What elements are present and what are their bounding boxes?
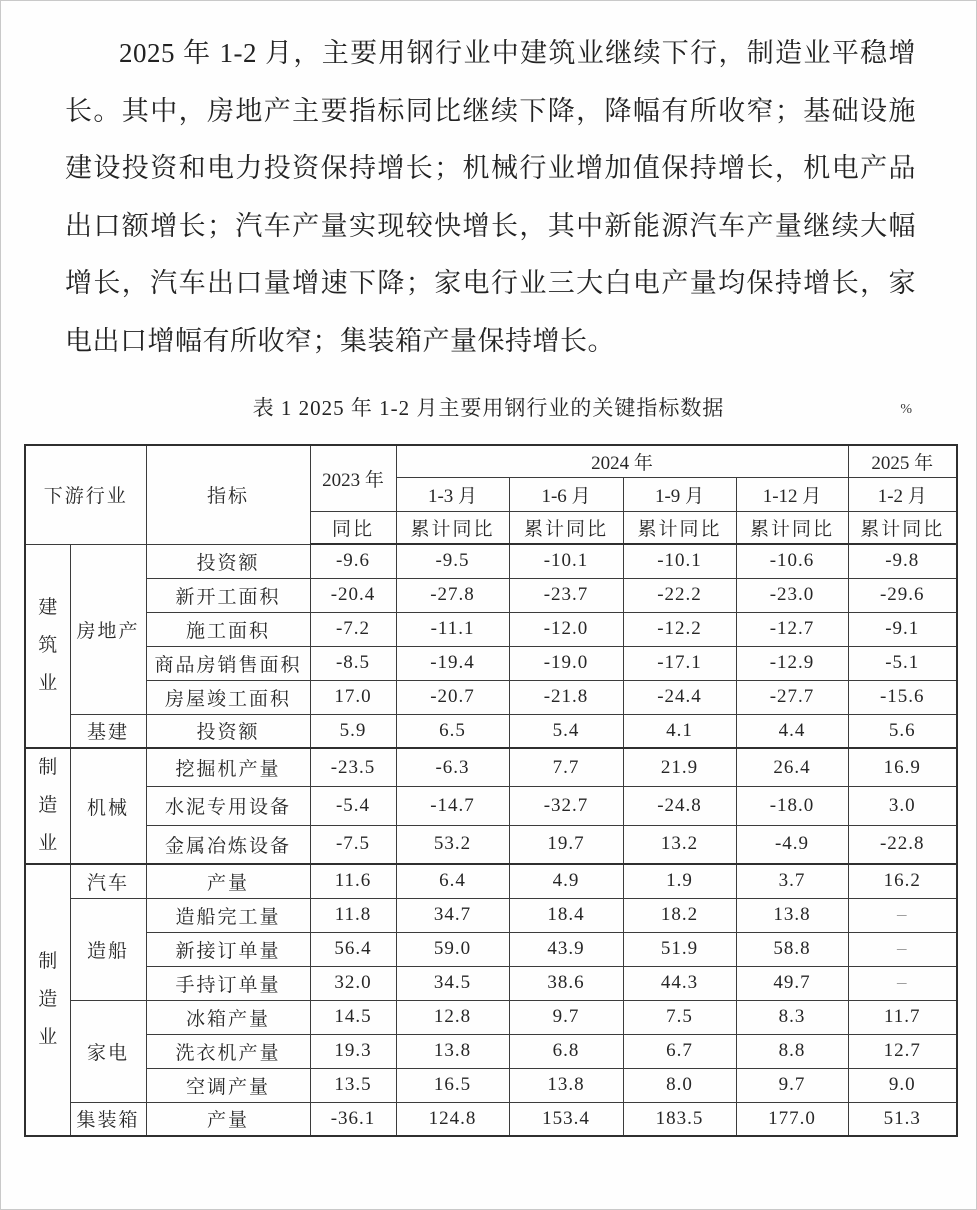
value-cell: -9.1 [848, 612, 957, 646]
industry-subgroup-cell: 汽车 [70, 864, 146, 898]
value-cell: 38.6 [509, 966, 623, 1000]
value-cell: 12.7 [848, 1034, 957, 1068]
industry-subgroup-cell: 机械 [70, 748, 146, 864]
table-row [25, 578, 957, 612]
value-cell: 43.9 [509, 932, 623, 966]
value-cell: -22.2 [623, 578, 736, 612]
value-cell: -10.1 [623, 544, 736, 578]
value-cell: -14.7 [396, 787, 509, 826]
value-cell: 5.4 [509, 714, 623, 748]
summary-paragraph: 2025 年 1-2 月，主要用钢行业中建筑业继续下行，制造业平稳增长。其中，房地产主要指标同比继续下降，降幅有所收窄；基础设施建设投资和电力投资保持增长；机械行业增加值保持增长，机电产品出口额增长；汽车产量实现较快增长，其中新能源汽车产量继续大幅增长，汽车出口量增速下降；家电行业三大白电产量均保持增长，家电出口增幅有所收窄；集装箱产量保持增长。 [65, 38, 916, 356]
unit-percent-label: % [900, 402, 912, 417]
value-cell: – [848, 898, 957, 932]
value-cell: 6.8 [509, 1034, 623, 1068]
value-cell: -22.8 [848, 825, 957, 864]
value-cell: -5.1 [848, 646, 957, 680]
indicator-cell: 产量 [146, 864, 310, 898]
indicator-cell: 新开工面积 [146, 578, 310, 612]
value-cell: – [848, 966, 957, 1000]
table-row [25, 544, 957, 578]
value-cell: -20.7 [396, 680, 509, 714]
indicator-cell: 挖掘机产量 [146, 748, 310, 787]
value-cell: 4.9 [509, 864, 623, 898]
value-cell: 1.9 [623, 864, 736, 898]
table-row [25, 714, 957, 748]
header-cum-yoy: 累计同比 [736, 511, 848, 544]
value-cell: -7.5 [310, 825, 396, 864]
table-row [25, 680, 957, 714]
value-cell: 6.4 [396, 864, 509, 898]
value-cell: -24.4 [623, 680, 736, 714]
industry-group-cell: 制造业 [25, 748, 70, 864]
value-cell: -20.4 [310, 578, 396, 612]
value-cell: -29.6 [848, 578, 957, 612]
header-period-1-12: 1-12 月 [736, 477, 848, 511]
key-indicators-table [24, 444, 958, 1137]
value-cell: 13.8 [396, 1034, 509, 1068]
value-cell: 32.0 [310, 966, 396, 1000]
value-cell: 13.5 [310, 1068, 396, 1102]
header-period-1-3: 1-3 月 [396, 477, 509, 511]
value-cell: 8.0 [623, 1068, 736, 1102]
header-cum-yoy: 累计同比 [623, 511, 736, 544]
value-cell: 7.7 [509, 748, 623, 787]
table-row [25, 612, 957, 646]
value-cell: -27.7 [736, 680, 848, 714]
value-cell: -23.0 [736, 578, 848, 612]
table-row [25, 1068, 957, 1102]
table-row [25, 898, 957, 932]
header-row-years [25, 445, 957, 477]
value-cell: 7.5 [623, 1000, 736, 1034]
value-cell: -27.8 [396, 578, 509, 612]
indicator-cell: 金属冶炼设备 [146, 825, 310, 864]
header-year-2023: 2023 年 [310, 445, 396, 511]
value-cell: 56.4 [310, 932, 396, 966]
indicator-cell: 投资额 [146, 714, 310, 748]
industry-subgroup-cell: 造船 [70, 898, 146, 1000]
value-cell: 8.8 [736, 1034, 848, 1068]
indicator-cell: 商品房销售面积 [146, 646, 310, 680]
value-cell: -12.7 [736, 612, 848, 646]
value-cell: -8.5 [310, 646, 396, 680]
table-row [25, 646, 957, 680]
value-cell: -12.0 [509, 612, 623, 646]
value-cell: 11.6 [310, 864, 396, 898]
header-period-1-6: 1-6 月 [509, 477, 623, 511]
value-cell: 9.7 [509, 1000, 623, 1034]
indicator-cell: 投资额 [146, 544, 310, 578]
indicator-cell: 洗衣机产量 [146, 1034, 310, 1068]
indicator-cell: 手持订单量 [146, 966, 310, 1000]
value-cell: -23.7 [509, 578, 623, 612]
indicator-cell: 施工面积 [146, 612, 310, 646]
value-cell: 183.5 [623, 1102, 736, 1136]
value-cell: 14.5 [310, 1000, 396, 1034]
value-cell: 3.0 [848, 787, 957, 826]
value-cell: 21.9 [623, 748, 736, 787]
value-cell: 177.0 [736, 1102, 848, 1136]
value-cell: 49.7 [736, 966, 848, 1000]
value-cell: 12.8 [396, 1000, 509, 1034]
indicator-cell: 造船完工量 [146, 898, 310, 932]
value-cell: -7.2 [310, 612, 396, 646]
indicator-cell: 冰箱产量 [146, 1000, 310, 1034]
value-cell: 8.3 [736, 1000, 848, 1034]
indicator-cell: 新接订单量 [146, 932, 310, 966]
value-cell: 6.7 [623, 1034, 736, 1068]
value-cell: -36.1 [310, 1102, 396, 1136]
table-title: 表 1 2025 年 1-2 月主要用钢行业的关键指标数据 [252, 396, 725, 420]
value-cell: -32.7 [509, 787, 623, 826]
value-cell: 124.8 [396, 1102, 509, 1136]
value-cell: 19.3 [310, 1034, 396, 1068]
indicator-cell: 房屋竣工面积 [146, 680, 310, 714]
table-row [25, 1102, 957, 1136]
value-cell: 5.9 [310, 714, 396, 748]
value-cell: -21.8 [509, 680, 623, 714]
value-cell: 4.4 [736, 714, 848, 748]
value-cell: 16.5 [396, 1068, 509, 1102]
industry-group-cell: 建筑业 [25, 544, 70, 748]
value-cell: 16.2 [848, 864, 957, 898]
value-cell: -5.4 [310, 787, 396, 826]
value-cell: -10.1 [509, 544, 623, 578]
table-row [25, 966, 957, 1000]
value-cell: -11.1 [396, 612, 509, 646]
value-cell: 53.2 [396, 825, 509, 864]
value-cell: -18.0 [736, 787, 848, 826]
value-cell: 13.2 [623, 825, 736, 864]
value-cell: -17.1 [623, 646, 736, 680]
header-year-2024: 2024 年 [396, 445, 848, 477]
header-cum-yoy: 累计同比 [509, 511, 623, 544]
header-period-1-2: 1-2 月 [848, 477, 957, 511]
value-cell: 11.8 [310, 898, 396, 932]
value-cell: -4.9 [736, 825, 848, 864]
industry-subgroup-cell: 集装箱 [70, 1102, 146, 1136]
value-cell: 9.7 [736, 1068, 848, 1102]
table-row [25, 748, 957, 787]
value-cell: 3.7 [736, 864, 848, 898]
value-cell: 13.8 [736, 898, 848, 932]
value-cell: -9.5 [396, 544, 509, 578]
table-title-row [1, 392, 976, 426]
header-year-2025: 2025 年 [848, 445, 957, 477]
table-row [25, 1000, 957, 1034]
industry-subgroup-cell: 房地产 [70, 544, 146, 714]
header-cum-yoy: 累计同比 [848, 511, 957, 544]
value-cell: 6.5 [396, 714, 509, 748]
value-cell: 18.2 [623, 898, 736, 932]
value-cell: 16.9 [848, 748, 957, 787]
value-cell: 18.4 [509, 898, 623, 932]
value-cell: – [848, 932, 957, 966]
value-cell: -19.0 [509, 646, 623, 680]
value-cell: 34.7 [396, 898, 509, 932]
value-cell: -9.6 [310, 544, 396, 578]
table-row [25, 825, 957, 864]
value-cell: -23.5 [310, 748, 396, 787]
value-cell: 51.3 [848, 1102, 957, 1136]
indicator-cell: 水泥专用设备 [146, 787, 310, 826]
value-cell: 11.7 [848, 1000, 957, 1034]
value-cell: -10.6 [736, 544, 848, 578]
value-cell: 19.7 [509, 825, 623, 864]
indicator-cell: 产量 [146, 1102, 310, 1136]
header-yoy: 同比 [310, 511, 396, 544]
value-cell: -6.3 [396, 748, 509, 787]
value-cell: -19.4 [396, 646, 509, 680]
header-period-1-9: 1-9 月 [623, 477, 736, 511]
table-row [25, 864, 957, 898]
industry-subgroup-cell: 家电 [70, 1000, 146, 1102]
header-indicator: 指标 [146, 445, 310, 544]
industry-subgroup-cell: 基建 [70, 714, 146, 748]
header-cum-yoy: 累计同比 [396, 511, 509, 544]
value-cell: 13.8 [509, 1068, 623, 1102]
value-cell: 4.1 [623, 714, 736, 748]
indicator-cell: 空调产量 [146, 1068, 310, 1102]
value-cell: 58.8 [736, 932, 848, 966]
value-cell: 59.0 [396, 932, 509, 966]
value-cell: -12.9 [736, 646, 848, 680]
value-cell: 26.4 [736, 748, 848, 787]
table-row [25, 1034, 957, 1068]
value-cell: 9.0 [848, 1068, 957, 1102]
value-cell: -24.8 [623, 787, 736, 826]
value-cell: 44.3 [623, 966, 736, 1000]
industry-group-cell: 制造业 [25, 864, 70, 1136]
value-cell: 17.0 [310, 680, 396, 714]
table-row [25, 787, 957, 826]
value-cell: 153.4 [509, 1102, 623, 1136]
value-cell: 34.5 [396, 966, 509, 1000]
value-cell: -9.8 [848, 544, 957, 578]
value-cell: 5.6 [848, 714, 957, 748]
value-cell: -12.2 [623, 612, 736, 646]
table-row [25, 932, 957, 966]
value-cell: 51.9 [623, 932, 736, 966]
header-downstream-industry: 下游行业 [25, 445, 146, 544]
value-cell: -15.6 [848, 680, 957, 714]
